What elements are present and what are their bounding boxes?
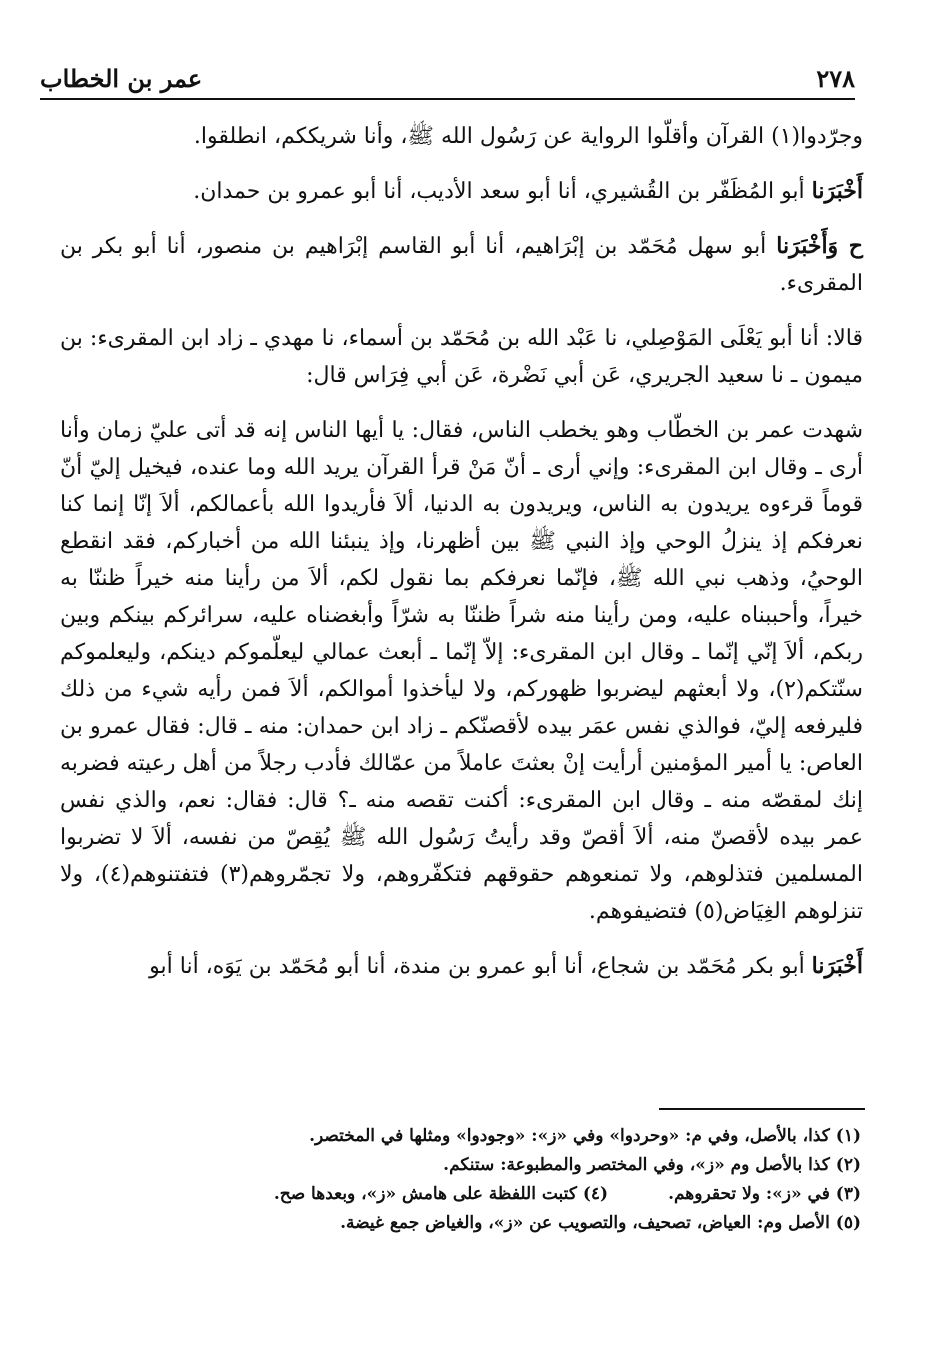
paragraph-2 <box>60 173 863 210</box>
paragraph-6 <box>60 948 863 985</box>
footnote-1: (١) كذا، بالأصل، وفي م: «وحردوا» وفي «ز»: «وجودوا» ومثلها في المختصر. <box>309 1126 861 1146</box>
paragraph-6-text: أبو بكر مُحَمّد بن شجاع، أنا أبو عمرو بن مندة، أنا أبو مُحَمّد بن يَوَه، أنا أبو <box>149 954 812 979</box>
akhbarana-label: أَخْبَرَنا <box>811 178 863 204</box>
footnotes <box>60 1122 861 1238</box>
paragraph-3-text: أبو سهل مُحَمّد بن إبْرَاهيم، أنا أبو القاسم إبْرَاهيم بن منصور، أنا أبو بكر بن المقرىء. <box>60 234 863 296</box>
paragraph-3 <box>60 228 863 302</box>
paragraph-4: قالا: أنا أبو يَعْلَى المَوْصِلي، نا عَبْد الله بن مُحَمّد بن أسماء، نا مهدي ـ زاد ابن المقرىء: بن ميمون ـ نا سعيد الجريري، عَن أبي نَضْرة، عَن أبي فِرَاس قال: <box>60 326 863 388</box>
footnote-3: (٣) في «ز»: ولا تحقروهم. <box>668 1184 861 1204</box>
paragraph-2-text: أبو المُظَفّر بن القُشيري، أنا أبو سعد الأديب، أنا أبو عمرو بن حمدان. <box>193 179 812 204</box>
akhbarana-label-2: أَخْبَرَنا <box>811 953 863 979</box>
page-header <box>40 58 855 100</box>
running-title: عمر بن الخطاب <box>40 64 203 93</box>
footnote-4: (٤) كتبت اللفظة على هامش «ز»، وبعدها صح. <box>273 1184 609 1204</box>
footnote-5: (٥) الأصل وم: العياض، تصحيف، والتصويب عن «ز»، والغياض جمع غيضة. <box>340 1213 861 1233</box>
footnote-3-4 <box>60 1180 861 1209</box>
ha-marker: ح <box>838 233 863 259</box>
footnote-divider <box>659 1108 865 1110</box>
wa-akhbarana-label: وَأَخْبَرَنا <box>776 233 839 259</box>
main-text <box>60 118 863 1003</box>
paragraph-1: وجرّدوا(١) القرآن وأقلّوا الرواية عن رَسُول الله ﷺ، وأنا شريككم، انطلقوا. <box>193 124 863 149</box>
paragraph-5: شهدت عمر بن الخطّاب وهو يخطب الناس، فقال: يا أيها الناس إنه قد أتى عليّ زمان وأنا أرى ـ وقال ابن المقرىء: وإني أرى ـ أنّ مَنْ قرأ القرآن يريد الله وما عنده، فيخيل إليّ أنّ قوماً قرءوه يريدون به الناس، ويريدون به الدنيا، ألاَ فأريدوا الله بأعمالكم، ألاَ إنّا إنما كنا نعرفكم إذ ينزلُ الوحي وإذ النبي ﷺ بين أظهرنا، وإذ ينبئنا الله من أخباركم، فقد انقطع الوحيُ، وذهب نبي الله ﷺ، فإنّما نعرفكم بما نقول لكم، ألاَ من رأينا منه خيراً ظننّا به خيراً، وأحببناه عليه، ومن رأينا منه شراً ظننّا به شرّاً وأبغضناه عليه، سرائركم بينكم وبين ربكم، ألاَ إنّي إنّما ـ وقال ابن المقرىء: إلاّ إنّما ـ أبعث عمالي ليعلّموكم دينكم، وليعلموكم سنّتكم(٢)، ولا أبعثهم ليضربوا ظهوركم، ولا ليأخذوا أموالكم، ألاَ فمن رأيه شيء من ذلك فليرفعه إليّ، فوالذي نفس عمَر بيده لأقصنّكم ـ زاد ابن حمدان: منه ـ قال: فقال عمرو بن العاص: يا أمير المؤمنين أرأيت إنْ بعثتَ عاملاً من عمّالك فأدب رجلاً من أهل رعيته فضربه إنك لمقصّه منه ـ وقال ابن المقرىء: أكنت تقصه منه ـ؟ قال: فقال: نعم، والذي نفس عمر بيده لأقصنّ منه، ألاَ أقصّ وقد رأيتُ رَسُول الله ﷺ يُقِصّ من نفسه، ألاَ لا تضربوا المسلمين فتذلوهم، ولا تمنعوهم حقوقهم فتكفّروهم، ولا تجمّروهم(٣) فتفتنوهم(٤)، ولا تنزلوهم الغِيَاض(٥) فتضيفوهم. <box>60 418 863 924</box>
footnote-2: (٢) كذا بالأصل وم «ز»، وفي المختصر والمطبوعة: ستنكم. <box>443 1155 861 1175</box>
page-number: ٢٧٨ <box>816 64 855 93</box>
